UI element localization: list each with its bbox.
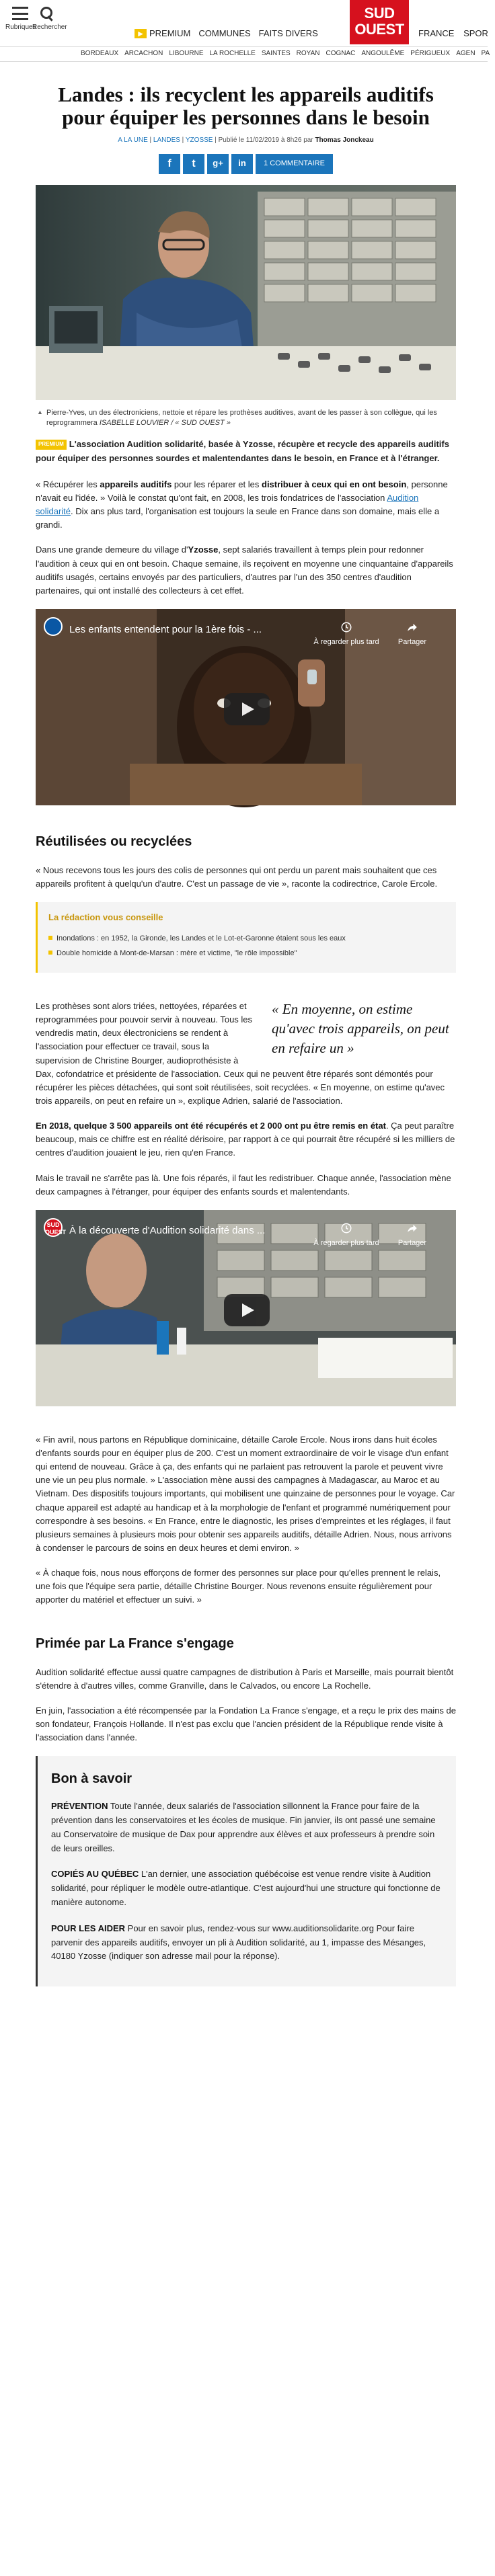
- watch-later-button[interactable]: À regarder plus tard: [313, 621, 380, 648]
- paragraph-10: En juin, l'association a été récompensée par la Fondation La France s'engage, et a reçu le prix des mains de son fondateur, François Hollande. Il n'est pas exclu que l'ancien président de la République rende visite à l'association dans l'année.: [36, 1705, 456, 1743]
- published-date: Publié le 11/02/2019 à 8h26 par: [218, 136, 313, 144]
- share-arrow-icon: [405, 1222, 420, 1234]
- main-photo: [36, 185, 456, 400]
- play-icon[interactable]: [224, 693, 270, 725]
- sud-ouest-logo[interactable]: SUD OUEST: [350, 0, 409, 44]
- related-link-1[interactable]: Inondations : en 1952, la Gironde, les Landes et le Lot-et-Garonne étaient sous les eaux: [48, 934, 445, 944]
- nav-faits-divers[interactable]: FAITS DIVERS: [258, 28, 318, 38]
- paragraph-6: Mais le travail ne s'arrête pas là. Une fois réparés, il faut les redistribuer. Chaque année, l'association mène deux campagnes à l'étranger, pour équiper des enfants sourds et malentendants.: [36, 1172, 451, 1197]
- clock-icon: [339, 621, 354, 633]
- info-box-prevention: PRÉVENTION Toute l'année, deux salariés de l'association sillonnent la France pour faire de la prévention dans les conservatoires et les écoles de musique. Fin janvier, ils ont passé une semaine au Conservatoire de musique de Dax pour apprendre aux élèves et aux professeurs à prendre soin de leurs oreilles.: [51, 1801, 436, 1853]
- hamburger-icon: [12, 7, 28, 20]
- channel-logo-icon[interactable]: [44, 617, 63, 636]
- related-link-2[interactable]: Double homicide à Mont-de-Marsan : mère et victime, "le rôle impossible": [48, 949, 445, 959]
- sud-ouest-channel-icon[interactable]: SUD OUEST: [44, 1218, 63, 1237]
- breadcrumb-landes[interactable]: LANDES: [153, 136, 180, 144]
- related-articles: [36, 902, 456, 973]
- premium-tag: PREMIUM: [36, 440, 67, 450]
- clock-icon: [339, 1222, 354, 1234]
- watch-later-button[interactable]: À regarder plus tard: [313, 1222, 380, 1249]
- video-share-button[interactable]: Partager: [379, 1222, 446, 1249]
- share-arrow-icon: [405, 621, 420, 633]
- subnav-item[interactable]: PÉRIGUEUX: [410, 50, 451, 58]
- subnav-item[interactable]: ANGOULÊME: [361, 50, 405, 58]
- main-nav: [135, 28, 326, 40]
- subnav-item[interactable]: AGEN: [456, 50, 475, 58]
- quote-section: [36, 1000, 456, 1119]
- google-plus-share-button[interactable]: g+: [207, 154, 229, 174]
- search-label: Rechercher: [32, 24, 67, 31]
- workshop-photo-illustration: [36, 185, 456, 400]
- paragraph-3: « Nous recevons tous les jours des colis de personnes qui ont perdu un parent mais souhaitent que ces appareils profitent à quelqu'un d'autre. C'est un passage de vie », raconte la codirectrice, Carole Ercole.: [36, 865, 438, 889]
- info-box: [36, 1756, 456, 1986]
- subnav-item[interactable]: BORDEAUX: [81, 50, 119, 58]
- paragraph-1: « Récupérer les appareils auditifs pour les réparer et les distribuer à ceux qui en ont besoin, personne n'avait eu l'idée. » Voilà le constat qu'ont fait, en 2008, les trois fondatrices de l'association Audition solidarité. Dix ans plus tard, l'organisation est toujours la seule en France dans son domaine, mais elle a grandi.: [36, 479, 448, 530]
- subnav-item[interactable]: LIBOURNE: [169, 50, 204, 58]
- subnav-item[interactable]: LA ROCHELLE: [209, 50, 256, 58]
- nav-france[interactable]: FRANCE: [418, 28, 455, 38]
- nav-communes[interactable]: COMMUNES: [198, 28, 251, 38]
- nav-premium[interactable]: PREMIUM: [149, 28, 191, 38]
- info-box-aider: POUR LES AIDER Pour en savoir plus, rendez-vous sur www.auditionsolidarite.org Pour faire parvenir des appareils auditifs, envoyer un pli à Audition solidarité, au 1, impasse des Mésanges, 40180 Yzosse (indiquer son adresse mail pour la réponse).: [51, 1923, 426, 1962]
- twitter-share-button[interactable]: t: [183, 154, 204, 174]
- paragraph-2: Dans une grande demeure du village d'Yzosse, sept salariés travaillent à temps plein pour redonner l'audition à ceux qui en ont besoin. Chaque semaine, ils reçoivent en moyenne une cinquantaine d'appareils auditifs usagés, certains envoyés par des particuliers, d'autres par l'un des 350 centres d'audition partenaires, qui ont installé des collecteurs à cet effet.: [36, 545, 453, 596]
- photo-caption: ▲ Pierre-Yves, un des électroniciens, nettoie et répare les prothèses auditives, avant de les passer à son collègue, qui les reprogrammera ISABELLE LOUVIER / « SUD OUEST »: [36, 408, 456, 429]
- paragraph-7: « Fin avril, nous partons en République dominicaine, détaille Carole Ercole. Nous irons dans huit écoles d'enfants sourds pour en équiper plus de 200. C'est un moment extraordinaire de voir le visage d'un enfant qui entend de nouveau. Grâce à ça, des enfants qui ne parlaient pas retrouvent la parole et peuvent vivre une vie un peu plus normale. » L'association mène aussi des campagnes à Madagascar, au Maroc et au Vietnam. Des dispositifs toujours importants, qui mobilisent une quinzaine de personnes pour le voyage. Car chaque appareil est adapté au handicap et à la morphologie de l'enfant et programmé numériquement pour correspondre à ses besoins. « En France, entre le diagnostic, les prises d'empreintes et les réglages, il faut plusieurs semaines à plusieurs mois pour obtenir ses appareils auditifs, détaille Adrien. Nous, nous arrivons à condenser le parcours de soins en deux heures et demi environ. »: [36, 1434, 455, 1553]
- breadcrumb-yzosse[interactable]: YZOSSE: [185, 136, 213, 144]
- related-title: La rédaction vous conseille: [48, 912, 163, 923]
- photo-credit: ISABELLE LOUVIER / « SUD OUEST »: [99, 418, 231, 427]
- subnav-item[interactable]: ARCACHON: [124, 50, 163, 58]
- paragraph-9: Audition solidarité effectue aussi quatre campagnes de distribution à Paris et Marseille, mais pourrait bientôt s'étendre à d'autres villes, comme Granville, dans le Calvados, ou encore La Rochelle.: [36, 1666, 454, 1691]
- subnav-item[interactable]: ROYAN: [296, 50, 320, 58]
- linkedin-share-button[interactable]: in: [231, 154, 253, 174]
- search-icon: [40, 6, 54, 21]
- menu-button[interactable]: [5, 5, 35, 33]
- paragraph-4: Les prothèses sont alors triées, nettoyées, réparées et reprogrammées pour pouvoir servir à nouveau. Tous les vendredis matin, deux électroniciens se rendent à l'association pour effectuer ce travail, sous la supervision de Christine Bourger, audioprothésiste à Dax, cofondatrice et présidente de l'association. Ceux qui ne peuvent être réparés sont démontés pour récupérer les pièces détachées, qui sont soit réutilisées, soit recyclées. « En moyenne, on estime qu'avec trois appareils, on peut en refaire un », explique Adrien, salarié de l'association.: [36, 1001, 445, 1106]
- author-name: Thomas Jonckeau: [315, 136, 374, 144]
- article-meta: A LA UNE | LANDES | YZOSSE | Publié le 11/02/2019 à 8h26 par Thomas Jonckeau: [118, 136, 374, 144]
- menu-label: Rubriques: [5, 24, 36, 31]
- subnav-item[interactable]: PA: [481, 50, 490, 58]
- search-button[interactable]: [32, 5, 67, 33]
- comments-button[interactable]: 1 COMMENTAIRE: [256, 154, 333, 174]
- article-lead: PREMIUM L'association Audition solidarité, basée à Yzosse, récupère et recycle des appareils auditifs pour équiper des personnes sourdes et malentendantes dans le besoin, en France et à l'étranger.: [36, 439, 449, 464]
- subheading-primee: Primée par La France s'engage: [36, 1636, 234, 1651]
- subnav-item[interactable]: SAINTES: [261, 50, 291, 58]
- play-icon[interactable]: [224, 1294, 270, 1326]
- share-bar: [36, 154, 456, 174]
- breadcrumb-a-la-une[interactable]: A LA UNE: [118, 136, 148, 144]
- facebook-share-button[interactable]: f: [159, 154, 180, 174]
- site-header: [0, 0, 488, 47]
- nav-right: [418, 28, 495, 40]
- nav-sport[interactable]: SPOR: [463, 28, 488, 38]
- subheading-reutilisees: Réutilisées ou recyclées: [36, 834, 192, 849]
- premium-icon: ▶: [135, 29, 147, 38]
- paragraph-8: « À chaque fois, nous nous efforçons de former des personnes sur place pour qu'elles prennent le relais, une fois que l'équipe sera partie, détaille Christine Bourger. Nous revenons ensuite régulièrement pour apporter du matériel et effectuer un suivi. »: [36, 1568, 441, 1605]
- pull-quote: « En moyenne, on estime qu'avec trois appareils, on peut en refaire un »: [272, 1001, 449, 1056]
- paragraph-5: En 2018, quelque 3 500 appareils ont été récupérés et 2 000 ont pu être remis en état. Ça peut paraître beaucoup, mais ce chiffre est en réalité dérisoire, par rapport à ce qui pourrait être récupéré si les milliers de centres d'audition jouaient le jeu, rien qu'en France.: [36, 1121, 455, 1158]
- video-share-button[interactable]: Partager: [379, 621, 446, 648]
- info-box-title: Bon à savoir: [51, 1771, 132, 1787]
- video-title[interactable]: Les enfants entendent pour la 1ère fois - ...: [69, 624, 262, 635]
- video-title[interactable]: À la découverte d'Audition solidarité dans ...: [69, 1224, 266, 1236]
- subnav-item[interactable]: COGNAC: [326, 50, 356, 58]
- info-box-quebec: COPIÉS AU QUÉBEC L'an dernier, une association québécoise est venue rendre visite à Audition solidarité, pour répliquer le modèle outre-atlantique. C'est aujourd'hui une structure qui fonctionne de manière autonome.: [51, 1869, 441, 1907]
- city-subnav: [0, 47, 488, 62]
- video-player-2[interactable]: [36, 1210, 456, 1406]
- article-title: Landes : ils recyclent les appareils auditifs pour équiper les personnes dans le besoin: [58, 83, 434, 129]
- article: [0, 83, 488, 1986]
- audition-solidarite-link[interactable]: Audition solidarité: [36, 493, 419, 517]
- video-player-1[interactable]: [36, 609, 456, 805]
